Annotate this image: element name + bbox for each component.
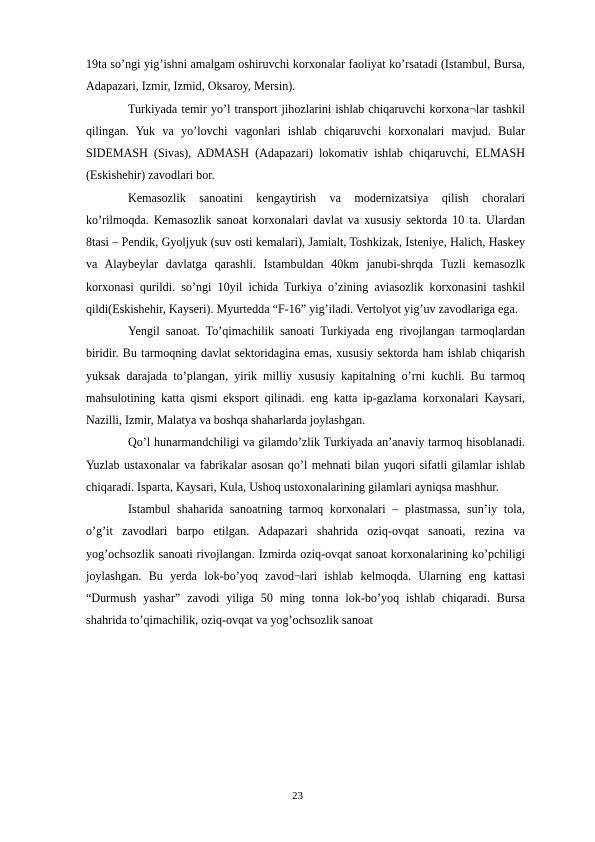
paragraph-carpet-weaving: Qo’l hunarmandchiligi va gilamdo’zlik Turkiyada an’anaviy tarmoq hisoblanadi. Yuzlab ustaxonalar va fabrikalar asosan qo’l mehnati bilan yuqori sifatli gilamlar ishlab chiqaradi. Isparta, Kaysari, Kula, Ushoq ustoxonalarining gilamlari ayniqsa mashhur.	[86, 435, 525, 494]
paragraph-shipbuilding: Kemasozlik sanoatini kengaytirish va modernizatsiya qilish choralari ko’rilmoqda. Kemasozlik sanoat korxonalari davlat va xususiy sektorda 10 ta. Ulardan 8tasi – Pendik, Gyoljyuk (suv osti kemalari), Jamialt, Toshkizak, Isteniye, Halich, Haskey va Alaybeylar davlatga qarashli. Istambuldan 40km janubi-shrqda Tuzli kemasozlk korxonasi qurildi. so’ngi 10yil ichida Turkiya o’zining aviasozlik korxonasini tashkil qildi(Eskishehir, Kayseri). Myurtedda “F-16” yig’iladi. Vertolyot yig’uv zavodlariga ega.	[86, 190, 525, 316]
paragraph-railway-transport: Turkiyada temir yo’l transport jihozlarini ishlab chiqaruvchi korxona¬lar tashkil qilingan. Yuk va yo’lovchi vagonlari ishlab chiqaruvchi korxonalari mavjud. Bular SIDEMASH (Sivas), ADMASH (Adapazari) lokomativ ishlab chiqaruvchi, ELMASH (Eskishehir) zavodlari bor.	[86, 101, 525, 183]
document-body	[86, 53, 525, 632]
paragraph-continuation: 19ta so’ngi yig’ishni amalgam oshiruvchi korxonalar faoliyat ko’rsatadi (Istambul, Bursa, Adapazari, Izmir, Izmid, Oksaroy, Mersin).	[86, 57, 525, 94]
page-number: 23	[292, 790, 303, 802]
paragraph-light-industry: Yengil sanoat. To’qimachilik sanoati Turkiyada eng rivojlangan tarmoqlardan biridir. Bu tarmoqning davlat sektoridagina emas, xususiy sektorda ham ishlab chiqarish yuksak darajada to’plangan, yirik milliy xususiy kapitalning o’rni kuchli. Bu tarmoq mahsulotining katta qismi eksport qilinadi. eng katta ip-gazlama korxonalari Kaysari, Nazilli, Izmir, Malatya va boshqa shaharlarda joylashgan.	[86, 324, 525, 427]
paragraph-city-industries: Istambul shaharida sanoatning tarmoq korxonalari – plastmassa, sun’iy tola, o’g’it zavodlari barpo etilgan. Adapazari shahrida oziq-ovqat sanoati, rezina va yog’ochsozlik sanoati rivojlangan. Izmirda oziq-ovqat sanoat korxonalarining ko’pchiligi joylashgan. Bu yerda lok-bo’yoq zavod¬lari ishlab kelmoqda. Ularning eng kattasi “Durmush yashar” zavodi yiliga 50 ming tonna lok-bo’yoq ishlab chiqaradi. Bursa shahrida to’qimachilik, oziq-ovqat va yog’ochsozlik sanoat	[86, 502, 525, 628]
